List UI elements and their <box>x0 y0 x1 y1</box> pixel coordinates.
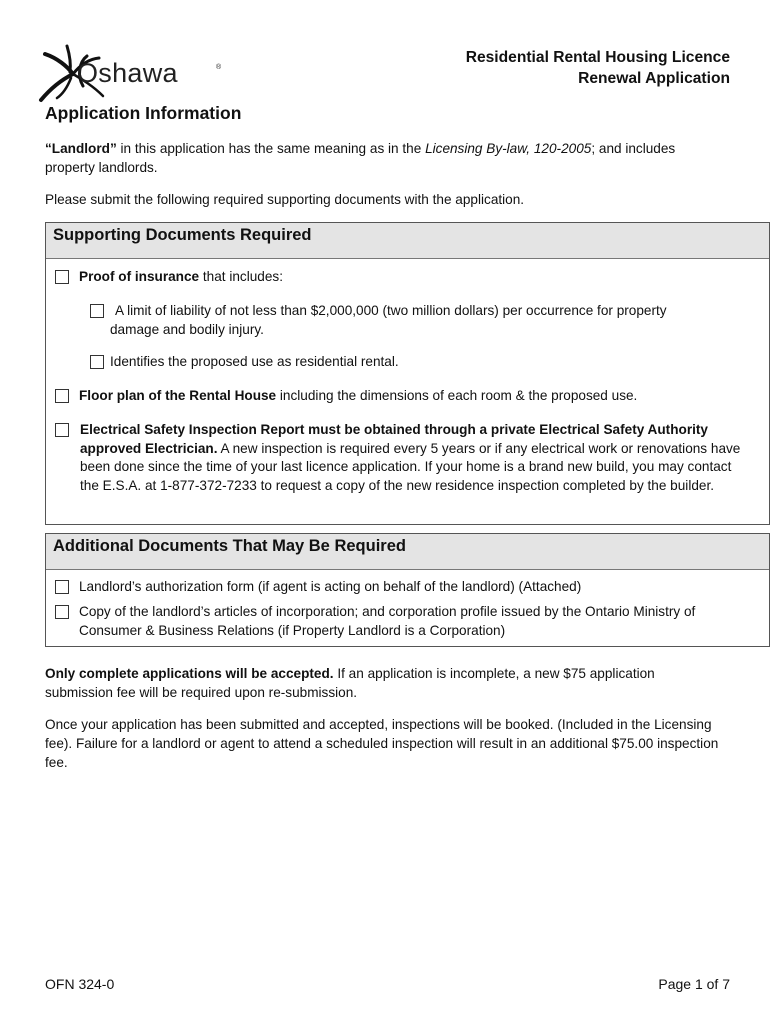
residential-use-checkbox[interactable] <box>90 355 104 369</box>
floor-plan-label: Floor plan of the Rental House including the dimensions of each room & the proposed use. <box>79 388 638 403</box>
authorization-label: Landlord’s authorization form (if agent is acting on behalf of the landlord) (Attached) <box>79 579 582 594</box>
liability-checkbox[interactable] <box>90 304 104 318</box>
esa-report-checkbox[interactable] <box>55 423 69 437</box>
form-code: OFN 324-0 <box>45 976 115 992</box>
floor-plan-checkbox[interactable] <box>55 389 69 403</box>
landlord-definition: “Landlord” in this application has the same meaning as in the Licensing By-law, 120-2005; and includes property landlords. <box>45 141 676 175</box>
insurance-checkbox[interactable] <box>55 270 69 284</box>
landlord-term: “Landlord” <box>45 141 117 156</box>
incorporation-label: Copy of the landlord’s articles of incorporation; and corporation profile issued by the Ontario Ministry of Consumer & Business Relations (if Property Landlord is a Corporation) <box>79 604 696 638</box>
submit-note: Please submit the following required supporting documents with the application. <box>45 192 525 207</box>
brand-name: Oshawa <box>77 58 178 88</box>
authorization-checkbox[interactable] <box>55 580 69 594</box>
liability-label: A limit of liability of not less than $2,000,000 (two million dollars) per occurrence for property damage and bodily injury. <box>110 303 667 337</box>
page-number: Page 1 of 7 <box>658 976 730 992</box>
additional-documents-heading: Additional Documents That May Be Required <box>46 534 769 570</box>
inspection-note: Once your application has been submitted and accepted, inspections will be booked. (Included in the Licensing fee). Failure for a landlord or agent to attend a scheduled inspection will result in an additional $75.00 inspection fee. <box>45 717 719 770</box>
document-title <box>466 47 730 89</box>
residential-use-label: Identifies the proposed use as residential rental. <box>110 354 399 369</box>
title-line-2: Renewal Application <box>578 70 730 87</box>
bylaw-reference: Licensing By-law, 120-2005 <box>425 141 592 156</box>
title-line-1: Residential Rental Housing Licence <box>465 49 730 66</box>
esa-report-label: Electrical Safety Inspection Report must be obtained through a private Electrical Safety Authority approved Electrician. A new inspection is required every 5 years or if any electrical work or renovations have been done since the time of your last licence application. If your home is a brand new build, you may contact the E.S.A. at 1-877-372-7233 to request a copy of the new residence inspection completed by the builder. <box>80 422 741 493</box>
brand-registered-mark: ® <box>216 64 222 71</box>
supporting-documents-heading: Supporting Documents Required <box>46 223 769 259</box>
incorporation-checkbox[interactable] <box>55 605 69 619</box>
insurance-label: Proof of insurance that includes: <box>79 269 283 284</box>
application-info-heading: Application Information <box>45 103 242 123</box>
complete-applications-note: Only complete applications will be accepted. If an application is incomplete, a new $75 application submission fee will be required upon re-submission. <box>45 666 655 700</box>
